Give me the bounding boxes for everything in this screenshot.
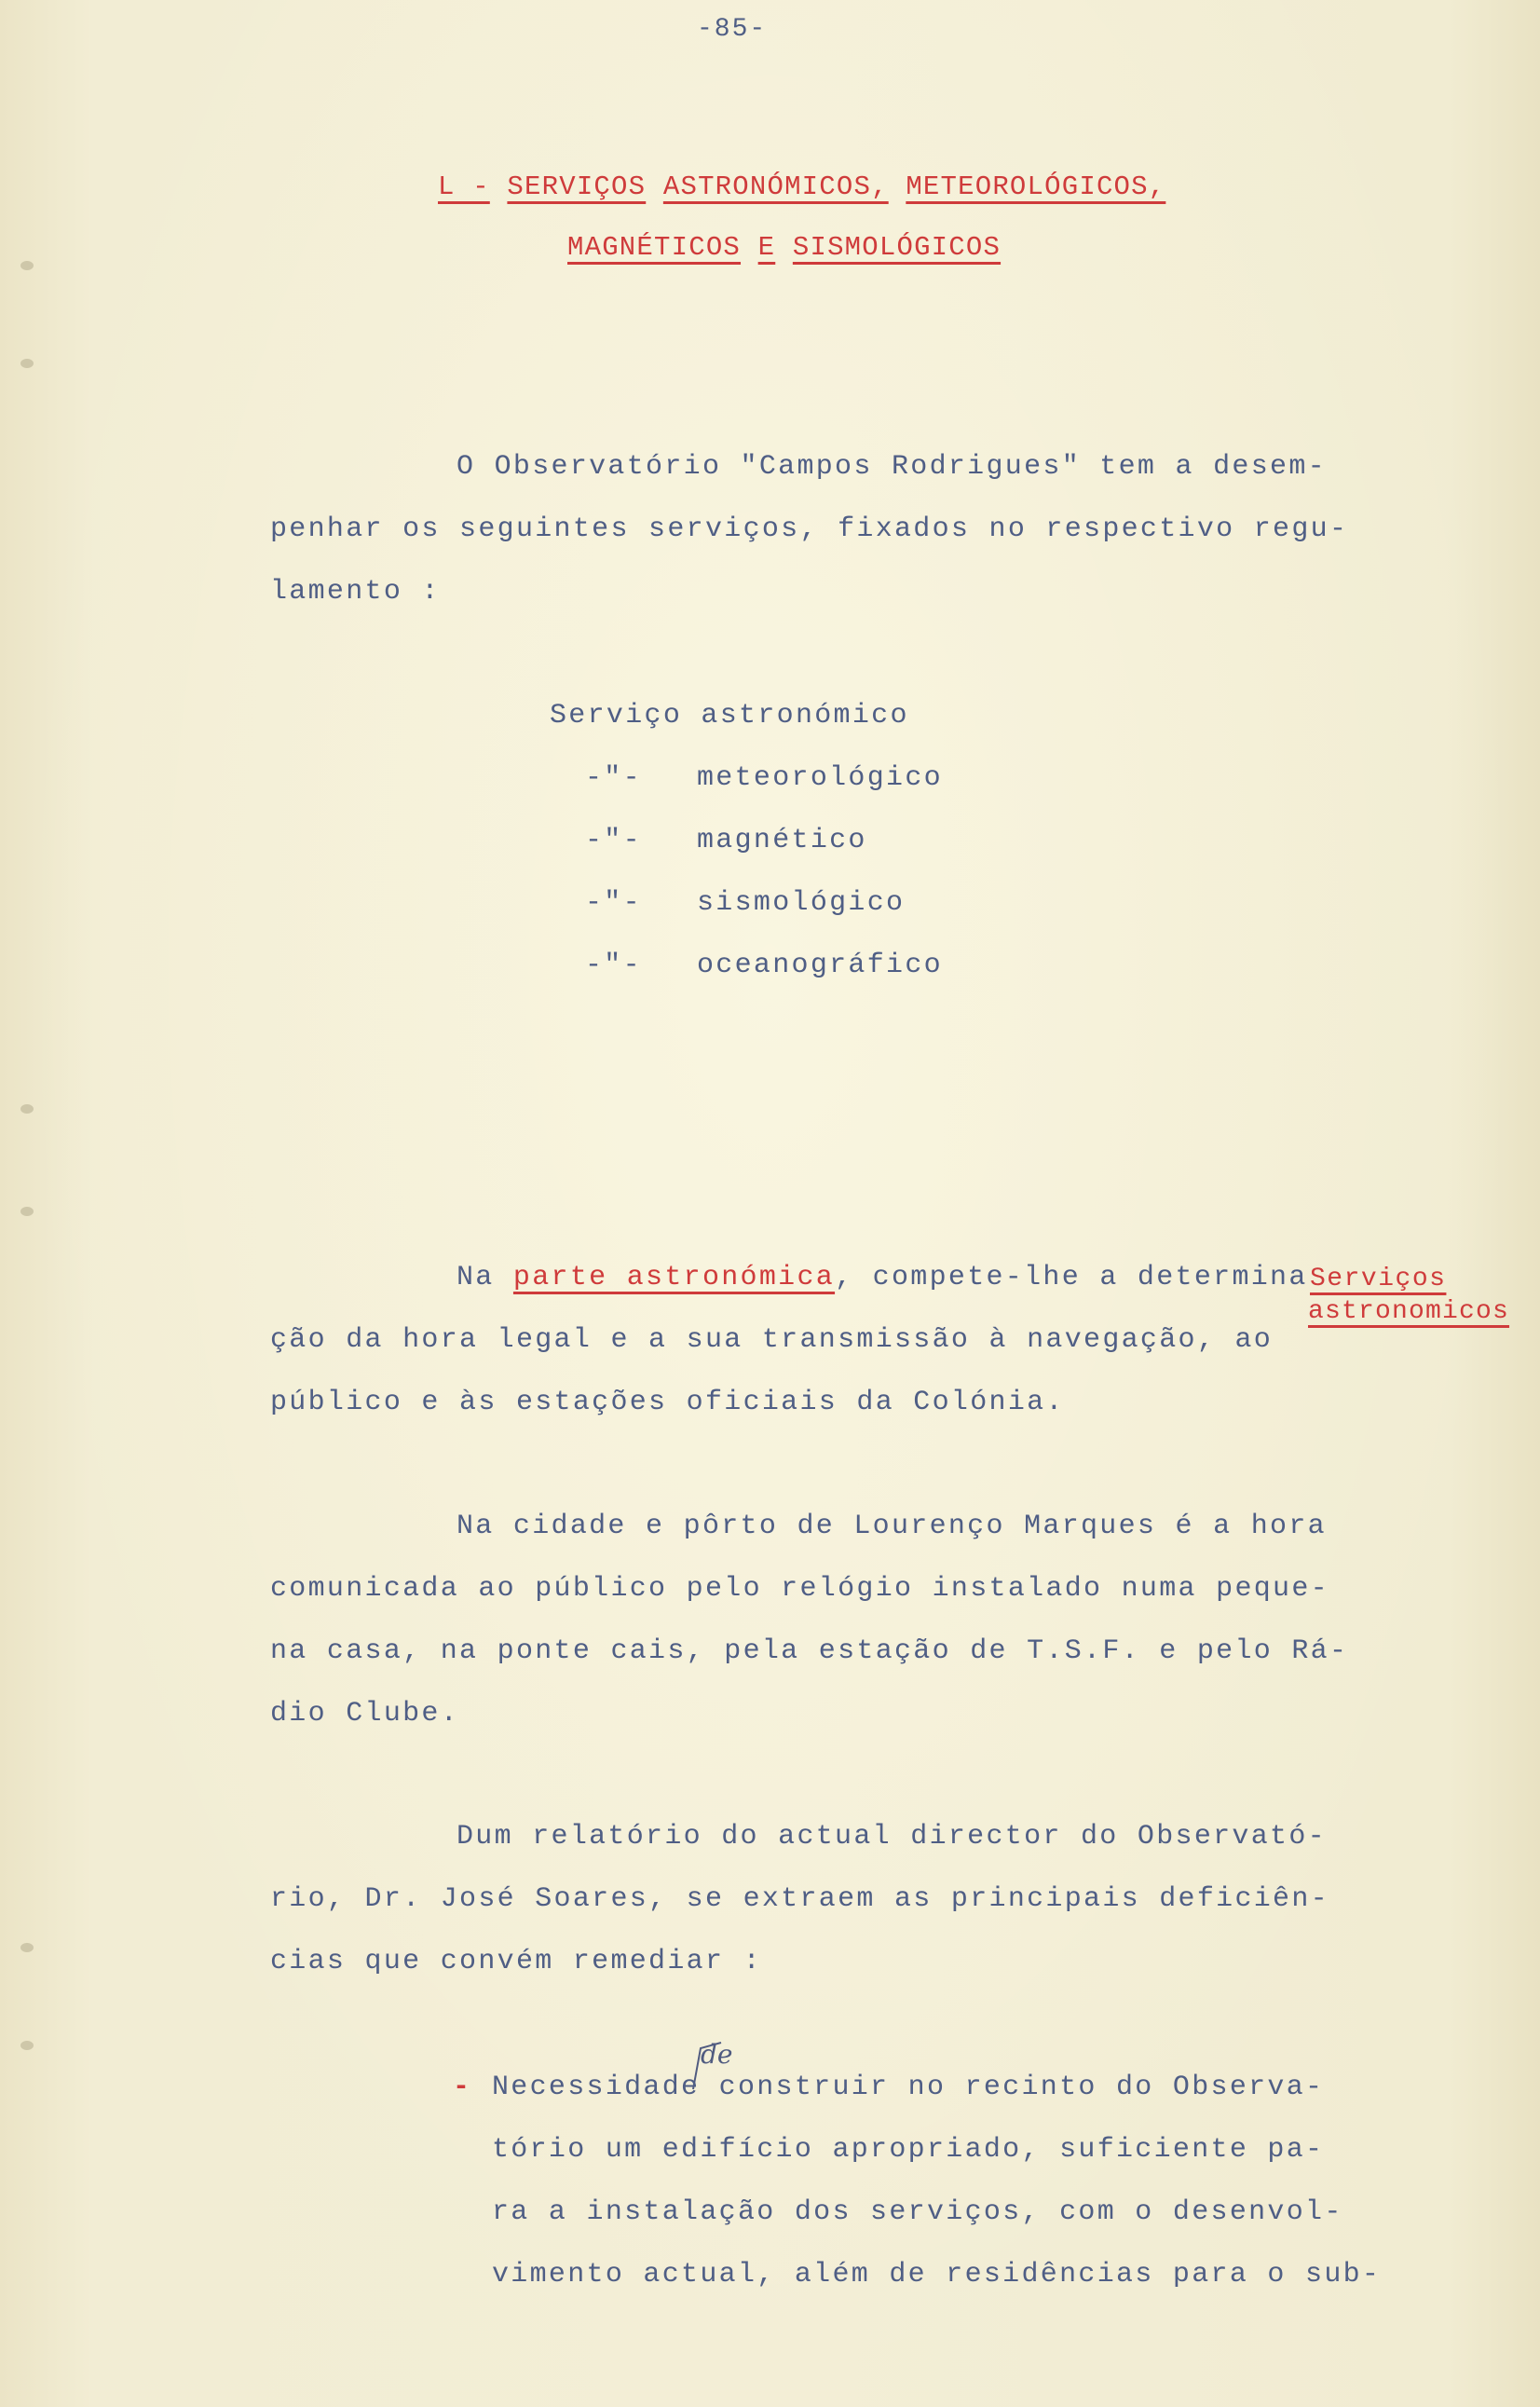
bullet-line: Necessidade construir no recinto do Observa-	[492, 2072, 1325, 2103]
service-item: meteorológico	[697, 762, 943, 794]
title-word: MAGNÉTICOS	[567, 232, 742, 263]
astro-line: ção da hora legal e a sua transmissão à navegação, ao	[270, 1324, 1274, 1356]
astro-rest: , compete-lhe a determina	[835, 1262, 1308, 1293]
title-word: METEOROLÓGICOS,	[906, 171, 1166, 202]
title-word: SISMOLÓGICOS	[792, 232, 1002, 263]
margin-note-line-2: astronomicos	[1308, 1297, 1510, 1326]
lourenco-line: Na cidade e pôrto de Lourenço Marques é a hora	[457, 1511, 1327, 1542]
bullet-marker: -	[453, 2072, 472, 2103]
intro-line: lamento :	[270, 576, 441, 608]
lourenco-line: dio Clube.	[270, 1698, 460, 1730]
title-word: E	[757, 232, 776, 263]
punch-mark	[20, 1104, 34, 1114]
punch-mark	[20, 2041, 34, 2050]
bullet-line: tório um edifício apropriado, suficiente pa-	[492, 2134, 1325, 2166]
title-prefix: L -	[438, 171, 490, 202]
astro-line: público e às estações oficiais da Colónia.	[270, 1387, 1065, 1418]
intro-line: O Observatório "Campos Rodrigues" tem a desem-	[457, 451, 1327, 483]
ditto-mark: -"-	[585, 762, 642, 794]
punch-mark	[20, 261, 34, 270]
report-line: cias que convém remediar :	[270, 1946, 762, 1977]
service-first: Serviço astronómico	[550, 700, 909, 732]
ditto-mark: -"-	[585, 825, 642, 856]
astro-lead: Na	[457, 1262, 513, 1293]
title-line-2	[567, 231, 1001, 265]
title-word: SERVIÇOS	[507, 171, 647, 202]
report-line: Dum relatório do actual director do Observató-	[457, 1821, 1327, 1853]
title-line-1	[438, 171, 1165, 204]
astro-highlight: parte astronómica	[512, 1262, 836, 1293]
title-word: ASTRONÓMICOS,	[662, 171, 889, 202]
lourenco-line: comunicada ao público pelo relógio instalado numa peque-	[270, 1573, 1329, 1605]
margin-note-line-1: Serviços	[1310, 1265, 1447, 1293]
handwritten-insert: de	[701, 2039, 733, 2070]
ditto-mark: -"-	[585, 950, 642, 981]
lourenco-line: na casa, na ponte cais, pela estação de T.S.F. e pelo Rá-	[270, 1635, 1349, 1667]
punch-mark	[20, 1943, 34, 1952]
punch-mark	[20, 1207, 34, 1216]
service-item: magnético	[697, 825, 867, 856]
punch-mark	[20, 359, 34, 368]
service-item: sismológico	[697, 887, 906, 919]
report-line: rio, Dr. José Soares, se extraem as principais deficiên-	[270, 1883, 1329, 1915]
bullet-line: ra a instalação dos serviços, com o desenvol-	[492, 2196, 1343, 2228]
page-number: -85-	[697, 15, 768, 44]
astro-line-1	[457, 1261, 1308, 1294]
intro-line: penhar os seguintes serviços, fixados no respectivo regu-	[270, 513, 1349, 545]
service-item: oceanográfico	[697, 950, 943, 981]
bullet-line: vimento actual, além de residências para o sub-	[492, 2259, 1382, 2291]
ditto-mark: -"-	[585, 887, 642, 919]
